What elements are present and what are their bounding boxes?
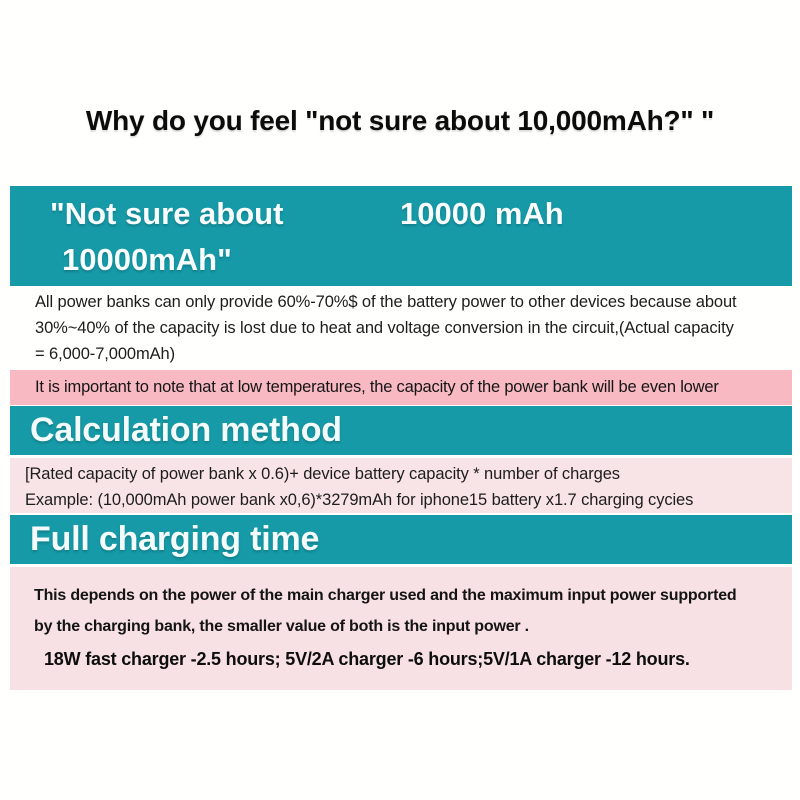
page-title: Why do you feel "not sure about 10,000mAh?" " <box>85 105 715 136</box>
capacity-note <box>35 289 795 367</box>
charging-time-block <box>10 567 792 690</box>
calculation-formula-block <box>10 458 792 513</box>
charging-time-body-line-2: by the charging bank, the smaller value of both is the input power . <box>34 618 529 635</box>
low-temperature-note-text: It is important to note that at low temperatures, the capacity of the power bank will be even lower <box>35 378 719 396</box>
capacity-note-line-2: 30%~40% of the capacity is lost due to heat and voltage conversion in the circuit,(Actual capacity <box>35 319 734 337</box>
full-charging-time-heading: Full charging time <box>10 515 792 564</box>
not-sure-banner-capacity-value: 10000 mAh <box>400 196 564 231</box>
calculation-formula-line-2: Example: (10,000mAh power bank x0,6)*3279mAh for iphone15 battery x1.7 charging cycies <box>25 491 694 509</box>
charging-time-values: 18W fast charger -2.5 hours; 5V/2A charger -6 hours;5V/1A charger -12 hours. <box>44 649 690 669</box>
calculation-method-heading: Calculation method <box>10 406 792 455</box>
charging-time-body-line-1: This depends on the power of the main charger used and the maximum input power supported <box>34 587 737 604</box>
capacity-note-line-1: All power banks can only provide 60%-70%$ of the battery power to other devices because about <box>35 293 737 311</box>
low-temperature-note <box>10 370 792 405</box>
not-sure-banner-line1-left: "Not sure about <box>50 196 284 231</box>
charging-time-body <box>34 580 792 642</box>
calculation-formula-line-1: [Rated capacity of power bank x 0.6)+ device battery capacity * number of charges <box>25 465 620 483</box>
not-sure-banner <box>10 186 792 286</box>
capacity-note-line-3: = 6,000-7,000mAh) <box>35 345 176 363</box>
not-sure-banner-line2: 10000mAh" <box>62 242 232 277</box>
